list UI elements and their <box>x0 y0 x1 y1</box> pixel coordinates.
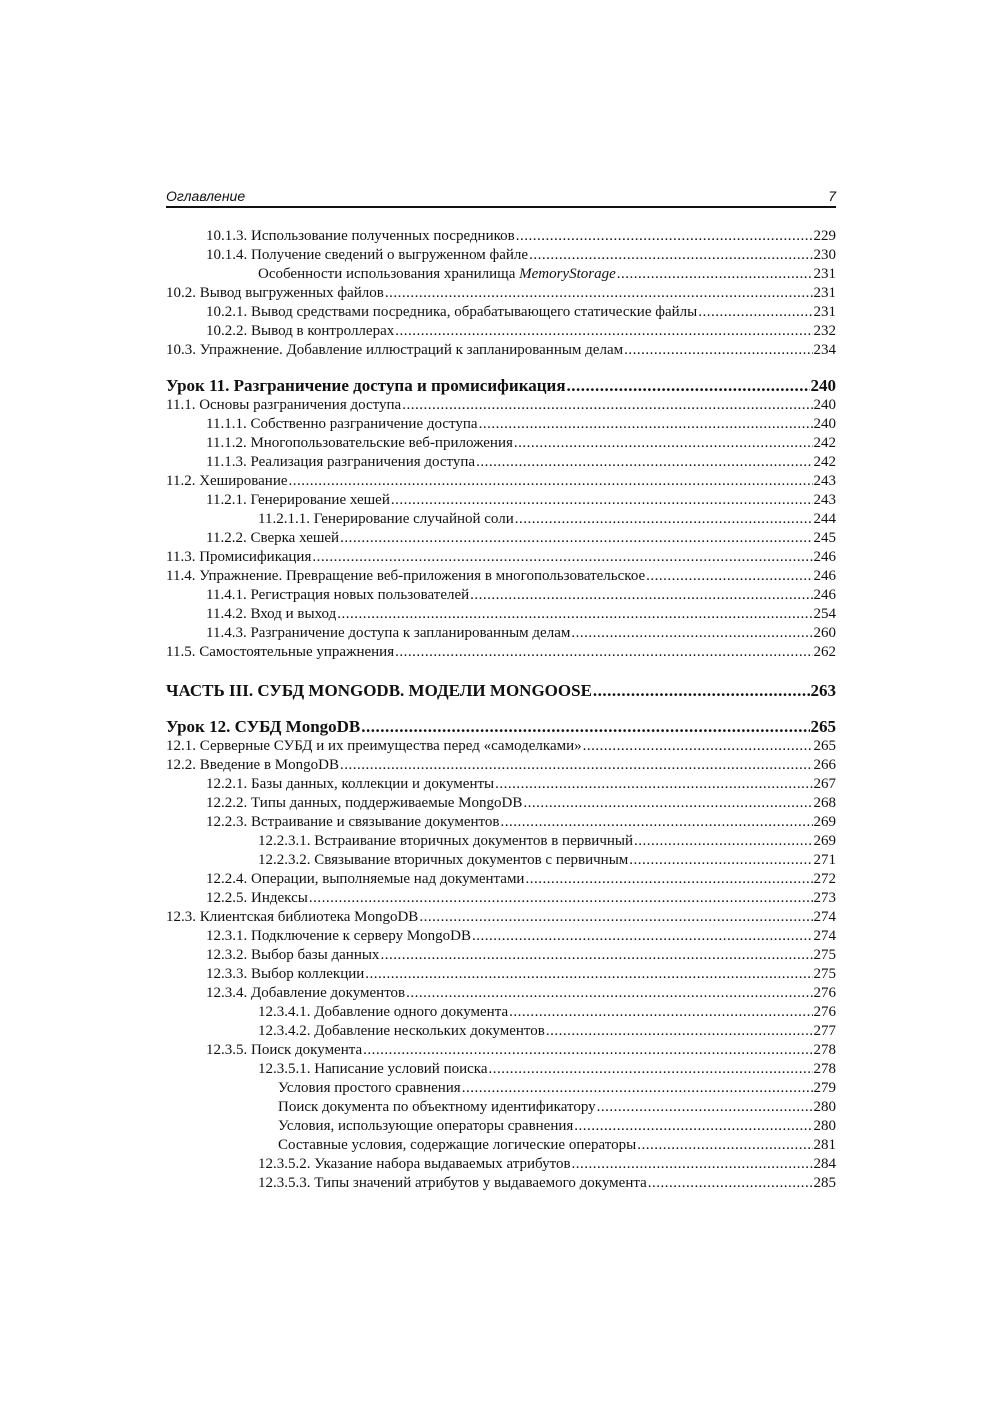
toc-leader <box>472 927 812 946</box>
toc-leader <box>624 341 812 360</box>
toc-entry <box>166 1079 836 1098</box>
toc-entry-page: 243 <box>813 492 836 508</box>
toc-entry <box>166 1174 836 1193</box>
toc-leader <box>289 472 813 491</box>
toc-entry-title: 12.2.2. Типы данных, поддерживаемые MongoDB <box>206 795 523 811</box>
toc-entry <box>166 341 836 360</box>
toc-entry <box>166 946 836 965</box>
toc-entry-page: 231 <box>813 285 836 301</box>
toc-entry <box>166 227 836 246</box>
toc-entry-title: 11.2. Хеширование <box>166 473 288 489</box>
toc-leader <box>395 643 812 662</box>
toc-entry <box>166 510 836 529</box>
toc-entry-page: 240 <box>813 416 836 432</box>
toc-leader <box>529 246 812 265</box>
toc-leader <box>572 1155 813 1174</box>
toc-entry <box>166 775 836 794</box>
toc-entry-page: 281 <box>813 1137 836 1153</box>
toc-entry-page: 280 <box>813 1099 836 1115</box>
spacer <box>166 360 836 375</box>
toc-entry-page: 245 <box>813 530 836 546</box>
toc-entry-page: 246 <box>813 549 836 565</box>
toc-entry <box>166 605 836 624</box>
toc-entry <box>166 472 836 491</box>
toc-entry <box>166 1117 836 1136</box>
toc-entry-title: 10.1.4. Получение сведений о выгруженном файле <box>206 247 529 263</box>
toc-entry-page: 274 <box>813 928 836 944</box>
toc-lesson-heading <box>166 375 836 396</box>
toc-entry-page: 276 <box>813 1004 836 1020</box>
toc-entry-page: 268 <box>813 795 836 811</box>
toc-entry <box>166 737 836 756</box>
toc-leader <box>509 1003 812 1022</box>
toc-leader <box>567 375 810 396</box>
toc-leader <box>698 303 812 322</box>
toc-entry-title-italic: MemoryStorage <box>519 266 616 282</box>
toc-entry-page: 284 <box>813 1156 836 1172</box>
toc-entry <box>166 1155 836 1174</box>
toc-entry-title: Условия простого сравнения <box>278 1080 461 1096</box>
toc-entry-page: 240 <box>813 397 836 413</box>
toc-entry-title-prefix: Особенности использования хранилища <box>258 266 520 282</box>
toc-leader <box>395 322 812 341</box>
toc-entry-page: 285 <box>813 1175 836 1191</box>
spacer <box>166 701 836 716</box>
toc-leader <box>361 716 809 737</box>
toc-entry-title: 12.2.3.2. Связывание вторичных документов с первичным <box>258 852 629 868</box>
toc-entry-page: 275 <box>813 947 836 963</box>
toc-entry-title: 12.3.5.3. Типы значений атрибутов у выдаваемого документа <box>258 1175 647 1191</box>
toc-entry-page: 229 <box>813 228 836 244</box>
toc-entry <box>166 624 836 643</box>
toc-entry-title: 11.2.1.1. Генерирование случайной соли <box>258 511 514 527</box>
toc-leader <box>546 1022 813 1041</box>
toc-entry-title: 12.3.4.1. Добавление одного документа <box>258 1004 509 1020</box>
toc-leader <box>514 434 813 453</box>
toc-entry-page: 244 <box>813 511 836 527</box>
table-of-contents <box>166 227 836 1193</box>
toc-entry-title: Составные условия, содержащие логические операторы <box>278 1137 637 1153</box>
toc-entry <box>166 984 836 1003</box>
toc-entry-title: 10.1.3. Использование полученных посредников <box>206 228 515 244</box>
toc-entry-page: 278 <box>813 1042 836 1058</box>
toc-entry-title: 12.1. Серверные СУБД и их преимущества перед «самоделками» <box>166 738 582 754</box>
toc-entry-title: 10.2.1. Вывод средствами посредника, обрабатывающего статические файлы <box>206 304 698 320</box>
toc-entry <box>166 870 836 889</box>
toc-leader <box>523 794 812 813</box>
toc-leader <box>583 737 813 756</box>
toc-entry-page: 267 <box>813 776 836 792</box>
toc-entry-title: Урок 11. Разграничение доступа и промисификация <box>166 376 566 395</box>
toc-leader <box>419 908 812 927</box>
toc-entry-title: 12.3.5.2. Указание набора выдаваемых атрибутов <box>258 1156 571 1172</box>
toc-leader <box>406 984 812 1003</box>
toc-entry-page: 234 <box>813 342 836 358</box>
toc-entry-page: 265 <box>810 717 836 736</box>
toc-leader <box>309 889 813 908</box>
toc-leader <box>462 1079 813 1098</box>
toc-entry-title <box>258 265 616 284</box>
toc-entry-page: 262 <box>813 644 836 660</box>
toc-leader <box>593 680 810 701</box>
toc-entry <box>166 643 836 662</box>
toc-entry-title: Поиск документа по объектному идентификатору <box>278 1099 596 1115</box>
page-header <box>166 186 836 208</box>
toc-entry-title: 11.1.3. Реализация разграничения доступа <box>206 454 476 470</box>
running-header-page-number: 7 <box>828 188 836 204</box>
toc-entry-title: 12.2.5. Индексы <box>206 890 308 906</box>
toc-leader <box>597 1098 813 1117</box>
toc-entry <box>166 1003 836 1022</box>
toc-entry <box>166 1060 836 1079</box>
toc-entry-title: 11.1.2. Многопользовательские веб-приложения <box>206 435 513 451</box>
toc-leader <box>391 491 813 510</box>
toc-entry-page: 272 <box>813 871 836 887</box>
toc-entry-title: 11.2.1. Генерирование хешей <box>206 492 390 508</box>
toc-entry <box>166 246 836 265</box>
toc-entry-page: 242 <box>813 454 836 470</box>
toc-part-heading <box>166 680 836 701</box>
toc-entry-page: 278 <box>813 1061 836 1077</box>
toc-entry-page: 273 <box>813 890 836 906</box>
toc-entry-page: 276 <box>813 985 836 1001</box>
toc-entry-title: 12.2.1. Базы данных, коллекции и документы <box>206 776 495 792</box>
toc-entry-title: 12.3.1. Подключение к серверу MongoDB <box>206 928 472 944</box>
toc-entry <box>166 284 836 303</box>
toc-leader <box>470 586 812 605</box>
toc-entry-title: 12.2. Введение в MongoDB <box>166 757 339 773</box>
toc-entry <box>166 265 836 284</box>
toc-entry <box>166 453 836 472</box>
toc-leader <box>312 548 812 567</box>
toc-entry <box>166 434 836 453</box>
toc-entry-page: 280 <box>813 1118 836 1134</box>
toc-entry <box>166 1022 836 1041</box>
toc-entry <box>166 529 836 548</box>
toc-entry-title: 11.1. Основы разграничения доступа <box>166 397 402 413</box>
toc-entry-title: 11.3. Промисификация <box>166 549 312 565</box>
toc-leader <box>629 851 812 870</box>
toc-leader <box>337 605 812 624</box>
toc-entry-title: 10.3. Упражнение. Добавление иллюстраций к запланированным делам <box>166 342 624 358</box>
toc-entry <box>166 1136 836 1155</box>
toc-entry-title: Урок 12. СУБД MongoDB <box>166 717 361 736</box>
toc-entry-title: 12.3.4.2. Добавление нескольких документов <box>258 1023 545 1039</box>
toc-entry-title: 10.2. Вывод выгруженных файлов <box>166 285 384 301</box>
toc-entry-page: 231 <box>813 266 836 282</box>
toc-entry-page: 269 <box>813 833 836 849</box>
toc-entry <box>166 794 836 813</box>
toc-entry-title: 12.3. Клиентская библиотека MongoDB <box>166 909 419 925</box>
toc-entry-title: 11.1.1. Собственно разграничение доступа <box>206 416 478 432</box>
toc-entry-page: 246 <box>813 587 836 603</box>
toc-entry-page: 263 <box>810 681 836 700</box>
toc-lesson-heading <box>166 716 836 737</box>
toc-leader <box>380 946 812 965</box>
toc-entry-title: 12.2.4. Операции, выполняемые над документами <box>206 871 525 887</box>
toc-entry-page: 260 <box>813 625 836 641</box>
toc-entry <box>166 396 836 415</box>
toc-entry-page: 230 <box>813 247 836 263</box>
toc-leader <box>340 756 813 775</box>
toc-entry <box>166 756 836 775</box>
toc-entry-page: 242 <box>813 435 836 451</box>
toc-leader <box>571 624 812 643</box>
toc-entry-page: 277 <box>813 1023 836 1039</box>
toc-leader <box>646 567 812 586</box>
toc-entry <box>166 813 836 832</box>
toc-leader <box>363 1041 812 1060</box>
toc-entry-title: 11.5. Самостоятельные упражнения <box>166 644 395 660</box>
toc-entry-title: ЧАСТЬ III. СУБД MONGODB. МОДЕЛИ MONGOOSE <box>166 681 592 700</box>
toc-entry <box>166 415 836 434</box>
toc-entry <box>166 927 836 946</box>
toc-leader <box>574 1117 812 1136</box>
toc-entry-title: 11.4.3. Разграничение доступа к запланированным делам <box>206 625 571 641</box>
toc-entry <box>166 908 836 927</box>
toc-entry-title: 11.4.2. Вход и выход <box>206 606 337 622</box>
toc-entry <box>166 303 836 322</box>
toc-leader <box>479 415 813 434</box>
toc-entry-page: 240 <box>810 376 836 395</box>
toc-entry-page: 271 <box>813 852 836 868</box>
toc-entry-page: 275 <box>813 966 836 982</box>
toc-leader <box>525 870 812 889</box>
toc-entry-title: 10.2.2. Вывод в контроллерах <box>206 323 395 339</box>
toc-entry-page: 254 <box>813 606 836 622</box>
toc-leader <box>385 284 813 303</box>
toc-entry-title: 12.3.5. Поиск документа <box>206 1042 363 1058</box>
toc-leader <box>340 529 812 548</box>
toc-leader <box>634 832 812 851</box>
toc-entry-title: Условия, использующие операторы сравнения <box>278 1118 574 1134</box>
toc-leader <box>637 1136 812 1155</box>
toc-entry-title: 12.2.3. Встраивание и связывание документов <box>206 814 500 830</box>
toc-leader <box>500 813 812 832</box>
spacer <box>166 662 836 680</box>
toc-entry-page: 232 <box>813 323 836 339</box>
toc-entry-title: 12.3.2. Выбор базы данных <box>206 947 380 963</box>
toc-leader <box>495 775 812 794</box>
toc-leader <box>648 1174 813 1193</box>
toc-entry-title: 11.4. Упражнение. Превращение веб-приложения в многопользовательское <box>166 568 646 584</box>
toc-leader <box>365 965 812 984</box>
toc-entry <box>166 851 836 870</box>
toc-leader <box>402 396 812 415</box>
toc-entry-page: 279 <box>813 1080 836 1096</box>
toc-entry-title: 12.2.3.1. Встраивание вторичных документов в первичный <box>258 833 634 849</box>
toc-entry <box>166 322 836 341</box>
toc-entry <box>166 965 836 984</box>
toc-entry-page: 265 <box>813 738 836 754</box>
toc-leader <box>516 227 813 246</box>
toc-entry-title: 12.3.5.1. Написание условий поиска <box>258 1061 488 1077</box>
toc-entry-title: 11.2.2. Сверка хешей <box>206 530 340 546</box>
toc-entry <box>166 832 836 851</box>
toc-entry-page: 274 <box>813 909 836 925</box>
toc-leader <box>617 265 813 284</box>
toc-entry <box>166 491 836 510</box>
toc-leader <box>476 453 812 472</box>
toc-entry-title: 12.3.3. Выбор коллекции <box>206 966 365 982</box>
toc-entry <box>166 586 836 605</box>
toc-entry-page: 266 <box>813 757 836 773</box>
toc-entry <box>166 548 836 567</box>
toc-entry-title: 12.3.4. Добавление документов <box>206 985 406 1001</box>
running-header-title: Оглавление <box>166 188 246 204</box>
toc-leader <box>489 1060 813 1079</box>
toc-entry-page: 231 <box>813 304 836 320</box>
toc-entry-page: 269 <box>813 814 836 830</box>
toc-entry-title: 11.4.1. Регистрация новых пользователей <box>206 587 470 603</box>
toc-entry <box>166 1041 836 1060</box>
toc-entry-page: 246 <box>813 568 836 584</box>
toc-leader <box>515 510 813 529</box>
toc-entry <box>166 1098 836 1117</box>
toc-entry <box>166 889 836 908</box>
toc-entry-page: 243 <box>813 473 836 489</box>
toc-entry <box>166 567 836 586</box>
